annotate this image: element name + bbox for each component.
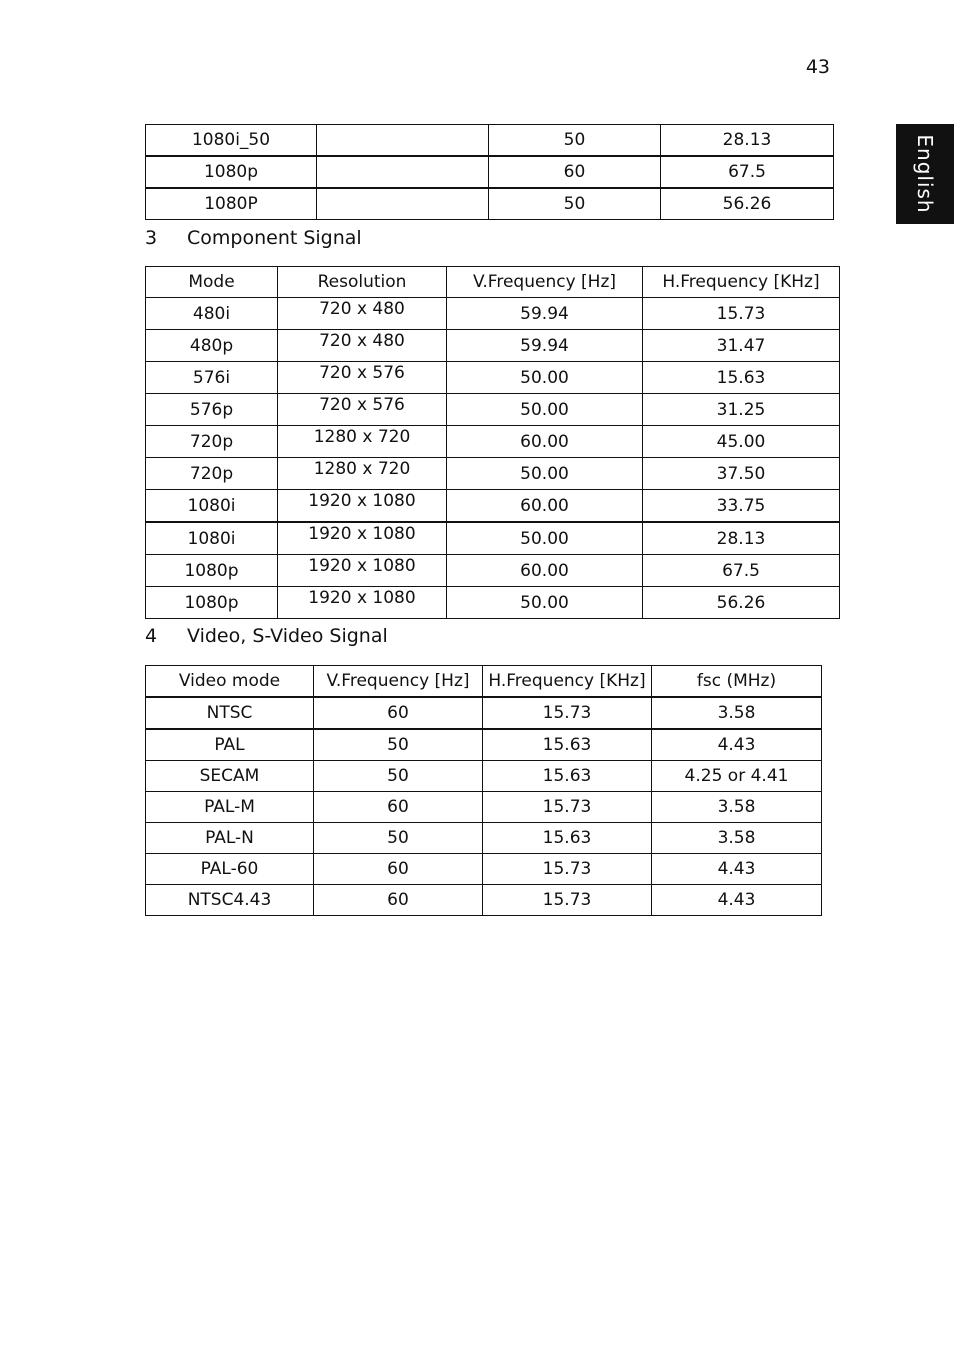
- table-cell: 1920 x 1080: [278, 587, 447, 619]
- table-cell: [317, 188, 489, 220]
- table-row: [146, 885, 822, 916]
- table-header-cell: H.Frequency [KHz]: [643, 267, 840, 298]
- table-row: [146, 729, 822, 761]
- table-cell: 37.50: [643, 458, 840, 490]
- table-row: [146, 156, 834, 188]
- continued-signal-table: [145, 124, 834, 220]
- language-tab-label: English: [913, 134, 937, 214]
- table-cell: 720 x 480: [278, 298, 447, 330]
- table-header-cell: Video mode: [146, 666, 314, 698]
- table-cell: 28.13: [661, 125, 834, 157]
- table-cell: 15.73: [483, 885, 652, 916]
- table-row: [146, 125, 834, 157]
- table-cell: 50.00: [447, 458, 643, 490]
- table-row: [146, 490, 840, 523]
- table-cell: 1080p: [146, 156, 317, 188]
- table-cell: 1920 x 1080: [278, 522, 447, 555]
- table-cell: 15.63: [483, 761, 652, 792]
- table-row: [146, 188, 834, 220]
- table-row: [146, 522, 840, 555]
- table-cell: 720p: [146, 458, 278, 490]
- table-cell: 60: [314, 697, 483, 729]
- table-header-row: [146, 666, 822, 698]
- table-cell: 1080i_50: [146, 125, 317, 157]
- table-cell: 50: [314, 729, 483, 761]
- table-header-cell: fsc (MHz): [652, 666, 822, 698]
- table-row: [146, 697, 822, 729]
- table-cell: 31.25: [643, 394, 840, 426]
- table-row: [146, 426, 840, 458]
- table-row: [146, 555, 840, 587]
- table-cell: NTSC: [146, 697, 314, 729]
- table-header-cell: Mode: [146, 267, 278, 298]
- video-signal-heading: [145, 625, 388, 647]
- table-cell: 1920 x 1080: [278, 555, 447, 587]
- table-cell: 480i: [146, 298, 278, 330]
- table-header-cell: V.Frequency [Hz]: [314, 666, 483, 698]
- table-cell: NTSC4.43: [146, 885, 314, 916]
- table-row: [146, 792, 822, 823]
- table-cell: 31.47: [643, 330, 840, 362]
- table-cell: SECAM: [146, 761, 314, 792]
- table-cell: 4.43: [652, 729, 822, 761]
- table-cell: 3.58: [652, 697, 822, 729]
- table-cell: 15.63: [643, 362, 840, 394]
- table-cell: 60: [314, 885, 483, 916]
- table-cell: 1080i: [146, 490, 278, 523]
- table-cell: 45.00: [643, 426, 840, 458]
- table-cell: 60: [314, 854, 483, 885]
- table-cell: [317, 156, 489, 188]
- table-cell: 50.00: [447, 587, 643, 619]
- table-cell: 50: [489, 188, 661, 220]
- table-cell: 1080p: [146, 587, 278, 619]
- table-cell: 15.73: [483, 697, 652, 729]
- table-cell: 1920 x 1080: [278, 490, 447, 523]
- table-header-cell: V.Frequency [Hz]: [447, 267, 643, 298]
- section-title: Component Signal: [187, 227, 362, 249]
- table-header-cell: H.Frequency [KHz]: [483, 666, 652, 698]
- section-title: Video, S-Video Signal: [187, 625, 388, 647]
- table-cell: 480p: [146, 330, 278, 362]
- table-cell: 3.58: [652, 823, 822, 854]
- table-cell: 15.73: [643, 298, 840, 330]
- table-cell: 4.25 or 4.41: [652, 761, 822, 792]
- page-number: 43: [805, 56, 830, 78]
- component-signal-table: [145, 266, 840, 619]
- table-cell: 50: [314, 823, 483, 854]
- component-signal-heading: [145, 227, 362, 249]
- table-cell: 33.75: [643, 490, 840, 523]
- language-tab: [896, 124, 954, 224]
- table-cell: 15.73: [483, 792, 652, 823]
- table-row: [146, 458, 840, 490]
- table-cell: PAL-N: [146, 823, 314, 854]
- table-cell: 4.43: [652, 854, 822, 885]
- table-cell: 59.94: [447, 298, 643, 330]
- table-cell: 720 x 480: [278, 330, 447, 362]
- table-cell: 60.00: [447, 426, 643, 458]
- table-cell: 60.00: [447, 490, 643, 523]
- table-cell: 1080P: [146, 188, 317, 220]
- table-cell: 15.63: [483, 729, 652, 761]
- table-cell: 67.5: [643, 555, 840, 587]
- table-header-row: [146, 267, 840, 298]
- table-cell: 50.00: [447, 362, 643, 394]
- table-cell: 720 x 576: [278, 394, 447, 426]
- table-cell: 15.73: [483, 854, 652, 885]
- table-cell: PAL-60: [146, 854, 314, 885]
- table-row: [146, 394, 840, 426]
- table-cell: 720p: [146, 426, 278, 458]
- table-cell: PAL: [146, 729, 314, 761]
- section-number: 4: [145, 625, 158, 647]
- table-cell: PAL-M: [146, 792, 314, 823]
- table-header-cell: Resolution: [278, 267, 447, 298]
- table-cell: 50.00: [447, 522, 643, 555]
- table-cell: 28.13: [643, 522, 840, 555]
- table-cell: 576i: [146, 362, 278, 394]
- table-row: [146, 362, 840, 394]
- table-cell: 56.26: [643, 587, 840, 619]
- table-row: [146, 823, 822, 854]
- table-row: [146, 854, 822, 885]
- table-cell: 59.94: [447, 330, 643, 362]
- table-cell: 15.63: [483, 823, 652, 854]
- table-cell: 1080p: [146, 555, 278, 587]
- table-cell: 60: [314, 792, 483, 823]
- table-cell: [317, 125, 489, 157]
- table-row: [146, 330, 840, 362]
- table-cell: 50: [489, 125, 661, 157]
- table-cell: 1280 x 720: [278, 426, 447, 458]
- table-cell: 56.26: [661, 188, 834, 220]
- table-cell: 50.00: [447, 394, 643, 426]
- table-cell: 60: [489, 156, 661, 188]
- video-signal-table: [145, 665, 822, 916]
- table-cell: 50: [314, 761, 483, 792]
- table-row: [146, 587, 840, 619]
- table-cell: 1280 x 720: [278, 458, 447, 490]
- table-cell: 720 x 576: [278, 362, 447, 394]
- table-cell: 4.43: [652, 885, 822, 916]
- table-row: [146, 298, 840, 330]
- table-cell: 3.58: [652, 792, 822, 823]
- table-cell: 60.00: [447, 555, 643, 587]
- table-cell: 1080i: [146, 522, 278, 555]
- table-row: [146, 761, 822, 792]
- table-cell: 67.5: [661, 156, 834, 188]
- table-cell: 576p: [146, 394, 278, 426]
- section-number: 3: [145, 227, 158, 249]
